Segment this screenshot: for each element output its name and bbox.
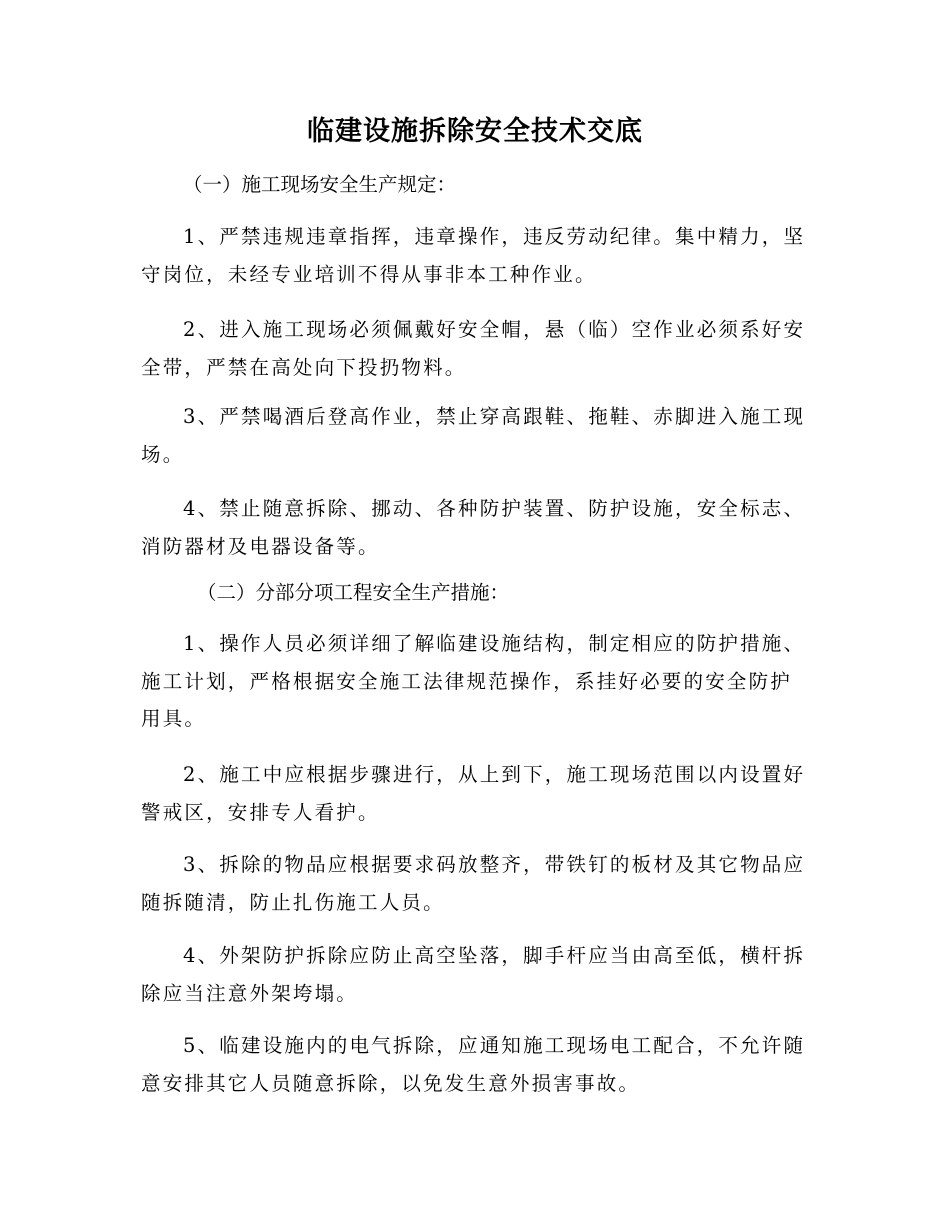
section2-item-3: 3、拆除的物品应根据要求码放整齐，带铁钉的板材及其它物品应随拆随清，防止扎伤施工人员。 xyxy=(141,853,806,914)
section2-item-2: 2、施工中应根据步骤进行，从上到下，施工现场范围以内设置好警戒区，安排专人看护。 xyxy=(141,763,806,824)
section-heading-2: （二）分部分项工程安全生产措施： xyxy=(197,581,510,604)
section1-item-4: 4、禁止随意拆除、挪动、各种防护装置、防护设施，安全标志、消防器材及电器设备等。 xyxy=(141,497,806,558)
section1-item-2: 2、进入施工现场必须佩戴好安全帽，悬（临）空作业必须系好安全带，严禁在高处向下投扔物料。 xyxy=(141,318,806,379)
section2-item-1: 1、操作人员必须详细了解临建设施结构，制定相应的防护措施、施工计划，严格根据安全施工法律规范操作，系挂好必要的安全防护用具。 xyxy=(141,632,806,730)
section2-item-4: 4、外架防护拆除应防止高空坠落，脚手杆应当由高至低，横杆拆除应当注意外架垮塌。 xyxy=(141,944,806,1005)
section-heading-1: （一）施工现场安全生产规定： xyxy=(183,173,457,196)
section1-item-1: 1、严禁违规违章指挥，违章操作，违反劳动纪律。集中精力，坚守岗位，未经专业培训不得从事非本工种作业。 xyxy=(141,225,806,286)
document-title: 临建设施拆除安全技术交底 xyxy=(307,116,643,147)
section2-item-5: 5、临建设施内的电气拆除，应通知施工现场电工配合，不允许随意安排其它人员随意拆除，以免发生意外损害事故。 xyxy=(141,1034,806,1095)
section1-item-3: 3、严禁喝酒后登高作业，禁止穿高跟鞋、拖鞋、赤脚进入施工现场。 xyxy=(141,405,806,466)
